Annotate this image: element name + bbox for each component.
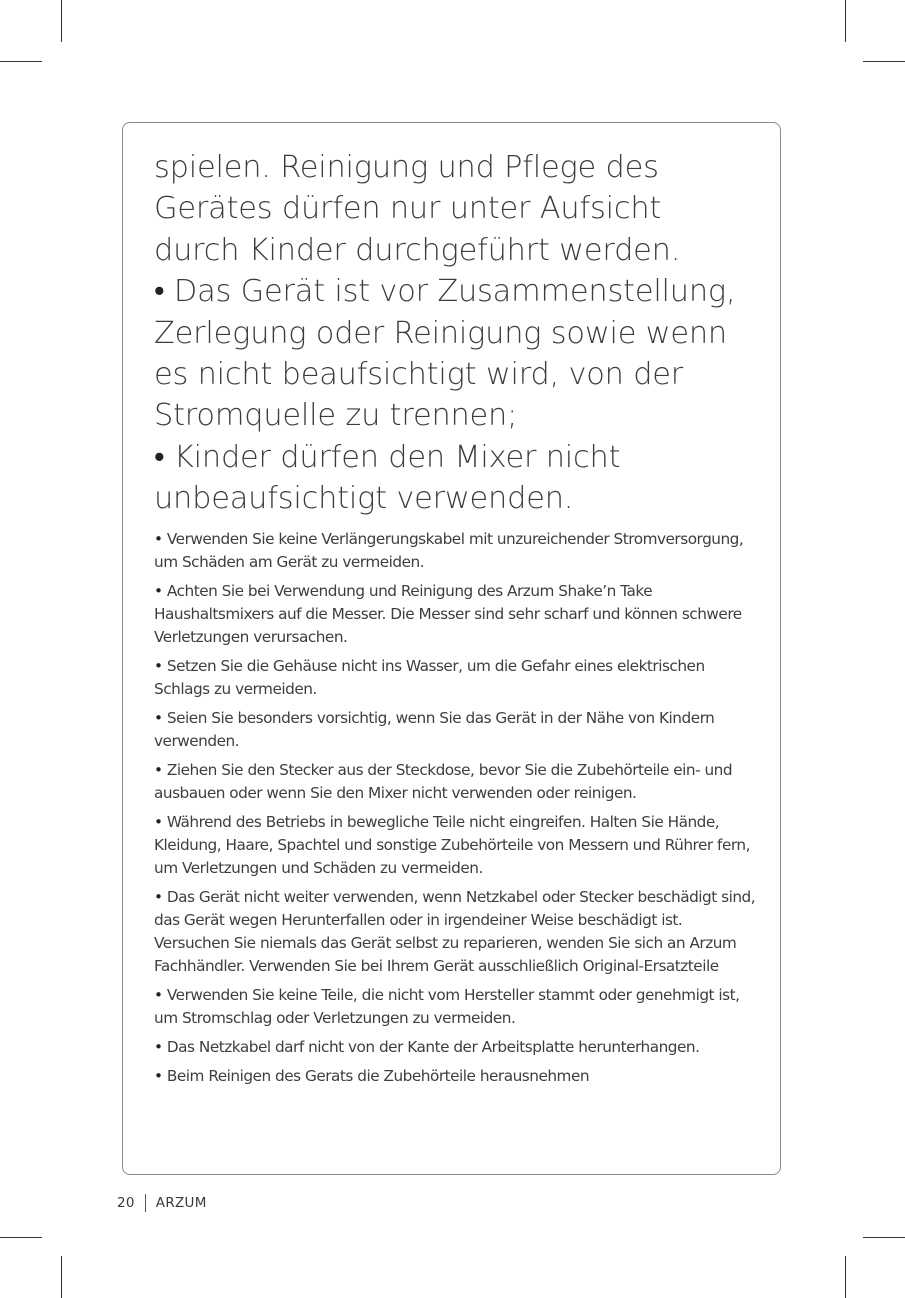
list-item (154, 655, 760, 701)
small-bullet-list (154, 528, 760, 1088)
bullet-icon: • (154, 656, 163, 675)
list-item-text: Verwenden Sie keine Teile, die nicht vom Hersteller stammt oder genehmigt ist, um Stromschlag oder Verletzungen zu vermeiden. (154, 985, 740, 1027)
large-bullet-item (154, 437, 760, 520)
large-bullet-text: Das Gerät ist vor Zusammenstellung, Zerlegung oder Reinigung sowie wenn es nicht beaufsichtigt wird, von der Stromquelle zu trennen; (154, 274, 736, 434)
list-item (154, 1065, 760, 1088)
crop-mark (863, 61, 905, 62)
list-item (154, 580, 760, 649)
crop-mark (863, 1237, 905, 1238)
bullet-icon: • (154, 529, 163, 548)
page-footer (117, 1194, 207, 1212)
list-item-text: Ziehen Sie den Stecker aus der Steckdose, bevor Sie die Zubehörteile ein- und ausbauen oder wenn Sie den Mixer nicht verwenden oder reinigen. (154, 760, 733, 802)
crop-mark (845, 0, 846, 42)
footer-divider (145, 1194, 146, 1212)
crop-mark (845, 1256, 846, 1298)
list-item-text: Achten Sie bei Verwendung und Reinigung des Arzum Shake’n Take Haushaltsmixers auf die Messer. Die Messer sind sehr scharf und können schwere Verletzungen verursachen. (154, 581, 742, 646)
bullet-icon: • (154, 812, 163, 831)
bullet-icon: • (154, 1066, 163, 1085)
list-item (154, 528, 760, 574)
list-item (154, 984, 760, 1030)
list-item (154, 1036, 760, 1059)
crop-mark (0, 61, 42, 62)
crop-mark (0, 1237, 42, 1238)
bullet-icon: • (154, 887, 163, 906)
list-item-text: Seien Sie besonders vorsichtig, wenn Sie das Gerät in der Nähe von Kindern verwenden. (154, 708, 715, 750)
page-number: 20 (117, 1195, 135, 1211)
list-item-text: Setzen Sie die Gehäuse nicht ins Wasser, um die Gefahr eines elektrischen Schlags zu vermeiden. (154, 656, 705, 698)
bullet-icon: • (154, 985, 163, 1004)
bullet-icon: • (154, 581, 163, 600)
list-item-text: Das Netzkabel darf nicht von der Kante der Arbeitsplatte herunterhangen. (166, 1037, 700, 1056)
bullet-icon: • (154, 760, 163, 779)
intro-line: durch Kinder durchgeführt werden. (154, 232, 681, 268)
bullet-icon: • (154, 274, 165, 310)
list-item (154, 886, 760, 978)
list-item-text: Beim Reinigen des Gerats die Zubehörteile herausnehmen (166, 1066, 590, 1085)
intro-line: Gerätes dürfen nur unter Aufsicht (154, 191, 662, 227)
list-item-text: Verwenden Sie keine Verlängerungskabel mit unzureichender Stromversorgung, um Schäden am Gerät zu vermeiden. (154, 529, 744, 571)
brand-name: ARZUM (155, 1195, 207, 1211)
list-item-text: Das Gerät nicht weiter verwenden, wenn Netzkabel oder Stecker beschädigt sind, das Gerät wegen Herunterfallen oder in irgendeiner Weise beschädigt ist. Versuchen Sie niemals das Gerät selbst zu reparieren, wenden Sie sich an Arzum Fachhändler. Verwenden Sie bei Ihrem Gerät ausschließlich Original-Ersatzteile (154, 887, 756, 975)
large-bullet-text: Kinder dürfen den Mixer nicht unbeaufsichtigt verwenden. (154, 439, 621, 517)
list-item (154, 759, 760, 805)
large-bullet-item (154, 271, 760, 437)
bullet-icon: • (154, 708, 163, 727)
large-text-block (154, 147, 760, 520)
list-item-text: Während des Betriebs in bewegliche Teile nicht eingreifen. Halten Sie Hände, Kleidung, Haare, Spachtel und sonstige Zubehörteile von Messern und Rührer fern, um Verletzungen und Schäden zu vermeiden. (154, 812, 750, 877)
bullet-icon: • (154, 1037, 163, 1056)
bullet-icon: • (154, 439, 165, 475)
crop-mark (61, 1256, 62, 1298)
crop-mark (61, 0, 62, 42)
intro-line: spielen. Reinigung und Pflege des (154, 150, 659, 185)
list-item (154, 707, 760, 753)
list-item (154, 811, 760, 880)
content-panel (122, 122, 781, 1175)
